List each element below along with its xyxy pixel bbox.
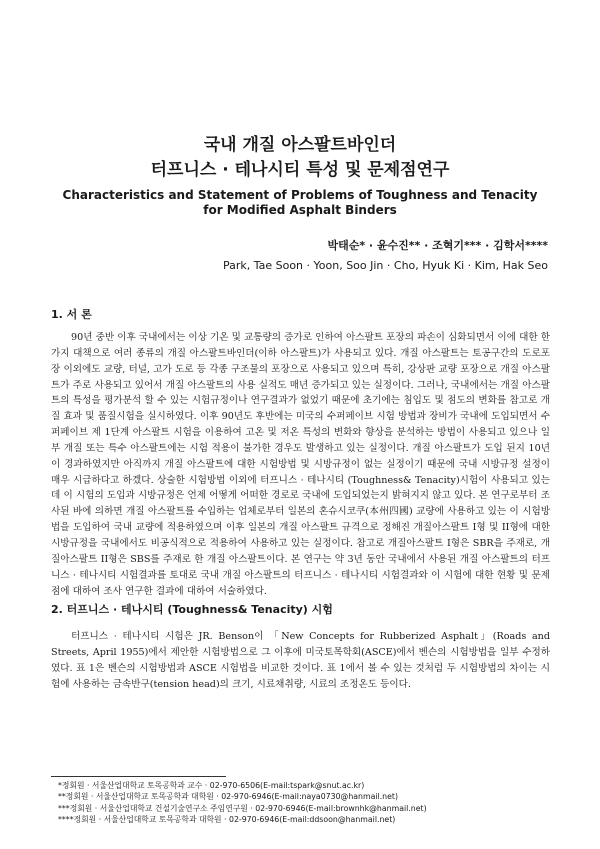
footnote-1: *정회원 · 서울산업대학교 토목공학과 교수 · 02-970-6506(E-mail:tspark@snut.ac.kr) <box>58 781 365 790</box>
footnote-divider <box>51 776 226 777</box>
title-english-line1: Characteristics and Statement of Problems of Toughness and Tenacity <box>62 188 538 202</box>
section-heading-introduction: 1. 서 론 <box>51 308 92 321</box>
footnote-2: **정회원 · 서울산업대학교 토목공학과 대학원 · 02-970-6946(E-mail:naya0730@hanmail.net) <box>58 792 399 802</box>
section-heading-toughness-tenacity: 2. 터프니스 · 테나시티 (Toughness& Tenacity) 시험 <box>51 603 333 616</box>
title-korean-line1: 국내 개질 아스팔트바인더 <box>203 135 397 155</box>
title-english-line2: for Modified Asphalt Binders <box>203 203 397 217</box>
footnotes <box>58 780 427 826</box>
title-korean-line2: 터프니스 · 테나시티 특성 및 문제점연구 <box>150 160 450 180</box>
authors-korean: 박태순* · 윤수진** · 조혁기*** · 김학서**** <box>327 239 548 252</box>
section-body-introduction: 90년 중반 이후 국내에서는 이상 기온 및 교통량의 증가로 인하여 아스팔트 포장의 파손이 심화되면서 이에 대한 한가지 대책으로 여러 종류의 개질 아스팔트바인더(이하 아스팔트)가 사용되고 있다. 개질 아스팔트는 토공구간의 도로포장 이외에도 교량, 터널, 고가 도로 등 각종 구조물의 포장으로 사용되고 있으며 특히, 강상판 교량 포장으로 개질 아스팔트가 주로 사용되고 있어서 개질 아스팔트의 사용 실적도 매년 증가되고 있는 실정이다. 그러나, 국내에서는 개질 아스팔트의 특성을 평가분석 할 수 있는 시험규정이나 연구결과가 없었기 때문에 초기에는 침입도 및 점도의 변화를 참고로 개질 효과 및 품질시험을 실시하였다. 이후 90년도 후반에는 미국의 수퍼페이브 시험 방법과 장비가 국내에 도입되면서 수퍼페이브 제 1단계 아스팔트 시험을 이용하여 고온 및 저온 특성의 변화와 향상을 분석하는 방법이 사용되고 있으나 일부 개질 또는 특수 아스팔트에는 시험 적용이 불가한 경우도 발생하고 있는 실정이다. 개질 아스팔트가 도입 된지 10년이 경과하였지만 아직까지 개질 아스팔트에 대한 시험방법 및 시방규정이 없는 실정이기 때문에 국내 시방규정 설정이 매우 시급하다고 하겠다. 상술한 시험방법 이외에 터프니스 · 테나시티 (Toughness& Tenacity)시험이 사용되고 있는데 이 시험의 도입과 시방규정은 언제 어떻게 어떠한 경로로 국내에 도입되었는지 밝혀지지 않고 있다. 본 연구로부터 조사된 바에 의하면 개질 아스팔트를 수입하는 업체로부터 일본의 혼슈시코쿠(本州四國) 교량에 사용하고 있는 이 시험방법을 도입하여 국내 교량에 적용하였으며 이후 일본의 개질 아스팔트 규격으로 정해진 개질아스팔트 I형 및 II형에 대한 시방규정을 국내에서도 비공식적으로 적용하여 사용하고 있는 실정이다. 참고로 개질아스팔트 I형은 SBR을 주재로, 개질아스팔트 II형은 SBS를 주재로 한 개질 아스팔트이다. 본 연구는 약 3년 동안 국내에서 사용된 개질 아스팔트의 터프니스 · 테나시티 시험결과를 토대로 국내 개질 아스팔트의 터프니스 · 테나시티 시험결과와 이 시험에 대한 현황 및 문제점에 대하여 조사 연구한 결과에 대하여 서술하였다. <box>51 332 550 597</box>
authors-english: Park, Tae Soon · Yoon, Soo Jin · Cho, Hyuk Ki · Kim, Hak Seo <box>222 259 548 272</box>
section-body-toughness-tenacity: 터프니스 · 테나시티 시험은 JR. Benson이 「New Concepts for Rubberized Asphalt」(Roads and Streets, April 1955)에서 제안한 시험방법으로 그 이후에 미국토목학회(ASCE)에서 벤슨의 시험방법을 일부 수정하였다. 표 1은 벤슨의 시험방법과 ASCE 시험법을 비교한 것이다. 표 1에서 볼 수 있는 것처럼 두 시험방법의 차이는 시험에 사용하는 금속반구(tension head)의 크기, 시료채취량, 시료의 조정온도 등이다. <box>51 631 550 690</box>
footnote-4: ****정회원 · 서울산업대학교 토목공학과 대학원 · 02-970-6946(E-mail:ddsoon@hanmail.net) <box>58 815 396 825</box>
footnote-3: ***정회원 · 서울산업대학교 건설기술연구소 주임연구원 · 02-970-6946(E-mail:brownhk@hanmail.net) <box>58 803 427 813</box>
